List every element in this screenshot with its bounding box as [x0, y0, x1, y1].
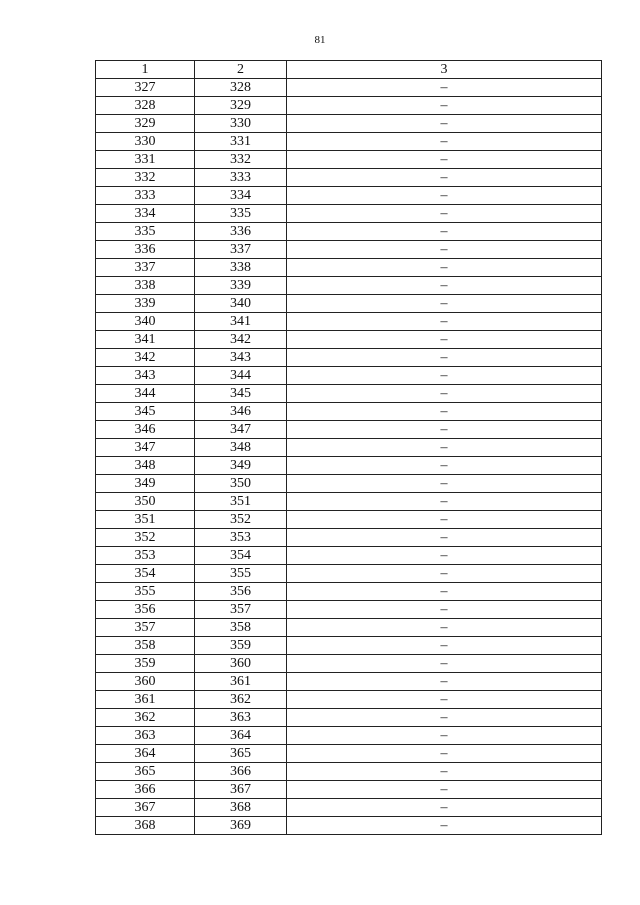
table-row: [96, 547, 602, 565]
table-row: [96, 817, 602, 835]
table-row: [96, 583, 602, 601]
table-row: [96, 331, 602, 349]
table-cell-col-3: –: [287, 241, 602, 259]
table-header-row: [96, 61, 602, 79]
table-cell-col-3: –: [287, 583, 602, 601]
table-row: [96, 205, 602, 223]
table-cell-col-3: –: [287, 151, 602, 169]
table-cell-col-2: 330: [195, 115, 287, 133]
table-cell-col-1: 335: [96, 223, 195, 241]
table-cell-col-2: 343: [195, 349, 287, 367]
column-header-2: 2: [195, 61, 287, 79]
table-cell-col-3: –: [287, 349, 602, 367]
table-cell-col-3: –: [287, 457, 602, 475]
table-cell-col-3: –: [287, 223, 602, 241]
table-cell-col-1: 366: [96, 781, 195, 799]
table-row: [96, 169, 602, 187]
table-row: [96, 493, 602, 511]
table-cell-col-1: 352: [96, 529, 195, 547]
table-cell-col-1: 340: [96, 313, 195, 331]
table-cell-col-1: 368: [96, 817, 195, 835]
data-table: [95, 60, 602, 835]
table-cell-col-1: 354: [96, 565, 195, 583]
table-cell-col-3: –: [287, 655, 602, 673]
table-row: [96, 601, 602, 619]
table-cell-col-2: 355: [195, 565, 287, 583]
table-cell-col-1: 336: [96, 241, 195, 259]
table-cell-col-2: 364: [195, 727, 287, 745]
table-cell-col-1: 353: [96, 547, 195, 565]
table-row: [96, 313, 602, 331]
table-cell-col-1: 338: [96, 277, 195, 295]
table-cell-col-3: –: [287, 817, 602, 835]
table-row: [96, 403, 602, 421]
table-row: [96, 421, 602, 439]
table-cell-col-1: 357: [96, 619, 195, 637]
table-row: [96, 79, 602, 97]
table-row: [96, 691, 602, 709]
table-cell-col-2: 365: [195, 745, 287, 763]
table-cell-col-1: 327: [96, 79, 195, 97]
table-cell-col-1: 348: [96, 457, 195, 475]
table-cell-col-2: 368: [195, 799, 287, 817]
table-cell-col-2: 369: [195, 817, 287, 835]
table-cell-col-2: 329: [195, 97, 287, 115]
table-cell-col-1: 361: [96, 691, 195, 709]
table-row: [96, 655, 602, 673]
table-cell-col-3: –: [287, 385, 602, 403]
table-cell-col-3: –: [287, 709, 602, 727]
table-cell-col-3: –: [287, 745, 602, 763]
table-row: [96, 457, 602, 475]
table-cell-col-1: 367: [96, 799, 195, 817]
table-cell-col-2: 352: [195, 511, 287, 529]
table-cell-col-3: –: [287, 565, 602, 583]
table-cell-col-2: 360: [195, 655, 287, 673]
table-cell-col-1: 363: [96, 727, 195, 745]
table-cell-col-1: 334: [96, 205, 195, 223]
table-cell-col-3: –: [287, 313, 602, 331]
table-cell-col-3: –: [287, 511, 602, 529]
table-cell-col-1: 362: [96, 709, 195, 727]
table-cell-col-2: 349: [195, 457, 287, 475]
table-cell-col-1: 350: [96, 493, 195, 511]
table-row: [96, 277, 602, 295]
table-cell-col-2: 337: [195, 241, 287, 259]
table-cell-col-2: 362: [195, 691, 287, 709]
table-cell-col-1: 364: [96, 745, 195, 763]
table-cell-col-3: –: [287, 331, 602, 349]
table-cell-col-3: –: [287, 439, 602, 457]
table-cell-col-2: 357: [195, 601, 287, 619]
table-body: [96, 79, 602, 835]
table-cell-col-3: –: [287, 421, 602, 439]
table-cell-col-3: –: [287, 277, 602, 295]
table-row: [96, 349, 602, 367]
table-cell-col-2: 347: [195, 421, 287, 439]
table-cell-col-3: –: [287, 493, 602, 511]
table-row: [96, 115, 602, 133]
table-row: [96, 799, 602, 817]
table-cell-col-2: 351: [195, 493, 287, 511]
table-cell-col-2: 363: [195, 709, 287, 727]
table-cell-col-1: 345: [96, 403, 195, 421]
table-cell-col-2: 332: [195, 151, 287, 169]
table-row: [96, 367, 602, 385]
table-cell-col-1: 347: [96, 439, 195, 457]
table-cell-col-2: 328: [195, 79, 287, 97]
table-cell-col-3: –: [287, 727, 602, 745]
table-cell-col-3: –: [287, 673, 602, 691]
table-row: [96, 241, 602, 259]
table-row: [96, 781, 602, 799]
table-row: [96, 295, 602, 313]
table-cell-col-2: 361: [195, 673, 287, 691]
table-cell-col-2: 359: [195, 637, 287, 655]
table-cell-col-1: 349: [96, 475, 195, 493]
table-row: [96, 709, 602, 727]
table-cell-col-1: 365: [96, 763, 195, 781]
table-cell-col-2: 353: [195, 529, 287, 547]
table-cell-col-1: 346: [96, 421, 195, 439]
table-cell-col-1: 328: [96, 97, 195, 115]
table-row: [96, 565, 602, 583]
table-cell-col-2: 336: [195, 223, 287, 241]
table-row: [96, 259, 602, 277]
table-row: [96, 97, 602, 115]
table-cell-col-1: 332: [96, 169, 195, 187]
table-cell-col-3: –: [287, 79, 602, 97]
table-row: [96, 619, 602, 637]
table-cell-col-2: 333: [195, 169, 287, 187]
table-cell-col-3: –: [287, 169, 602, 187]
table-cell-col-2: 334: [195, 187, 287, 205]
table-row: [96, 727, 602, 745]
table-cell-col-1: 343: [96, 367, 195, 385]
table-cell-col-3: –: [287, 763, 602, 781]
table-cell-col-2: 350: [195, 475, 287, 493]
table-cell-col-3: –: [287, 529, 602, 547]
table-cell-col-2: 346: [195, 403, 287, 421]
table-cell-col-3: –: [287, 781, 602, 799]
table-cell-col-3: –: [287, 133, 602, 151]
table-row: [96, 151, 602, 169]
table-cell-col-2: 348: [195, 439, 287, 457]
table-cell-col-1: 339: [96, 295, 195, 313]
table-cell-col-2: 340: [195, 295, 287, 313]
table-cell-col-1: 333: [96, 187, 195, 205]
table-cell-col-3: –: [287, 295, 602, 313]
table-cell-col-2: 366: [195, 763, 287, 781]
table-cell-col-1: 341: [96, 331, 195, 349]
table-cell-col-2: 356: [195, 583, 287, 601]
table-cell-col-3: –: [287, 403, 602, 421]
table-cell-col-1: 360: [96, 673, 195, 691]
table-row: [96, 439, 602, 457]
table-cell-col-2: 354: [195, 547, 287, 565]
table-cell-col-3: –: [287, 187, 602, 205]
table-cell-col-2: 335: [195, 205, 287, 223]
table-cell-col-2: 339: [195, 277, 287, 295]
table-cell-col-1: 331: [96, 151, 195, 169]
table-row: [96, 223, 602, 241]
table-cell-col-3: –: [287, 691, 602, 709]
table-row: [96, 763, 602, 781]
table-cell-col-1: 359: [96, 655, 195, 673]
table-row: [96, 673, 602, 691]
column-header-3: 3: [287, 61, 602, 79]
table-row: [96, 637, 602, 655]
table-cell-col-3: –: [287, 475, 602, 493]
column-header-1: 1: [96, 61, 195, 79]
table-cell-col-1: 329: [96, 115, 195, 133]
table-cell-col-3: –: [287, 619, 602, 637]
table-cell-col-1: 356: [96, 601, 195, 619]
table-cell-col-3: –: [287, 367, 602, 385]
table-cell-col-2: 358: [195, 619, 287, 637]
table-cell-col-1: 355: [96, 583, 195, 601]
table-cell-col-3: –: [287, 799, 602, 817]
table-cell-col-1: 342: [96, 349, 195, 367]
table-cell-col-3: –: [287, 547, 602, 565]
table-cell-col-3: –: [287, 115, 602, 133]
table-cell-col-2: 342: [195, 331, 287, 349]
table-row: [96, 133, 602, 151]
table-cell-col-3: –: [287, 601, 602, 619]
table-cell-col-3: –: [287, 97, 602, 115]
table-cell-col-2: 341: [195, 313, 287, 331]
table-row: [96, 529, 602, 547]
table-cell-col-3: –: [287, 205, 602, 223]
table-cell-col-3: –: [287, 637, 602, 655]
page-number: 81: [314, 34, 326, 46]
table-cell-col-1: 344: [96, 385, 195, 403]
table-cell-col-2: 367: [195, 781, 287, 799]
table-cell-col-2: 331: [195, 133, 287, 151]
table-cell-col-3: –: [287, 259, 602, 277]
table-cell-col-2: 344: [195, 367, 287, 385]
table-row: [96, 511, 602, 529]
table-row: [96, 187, 602, 205]
table-row: [96, 385, 602, 403]
table-row: [96, 745, 602, 763]
table-cell-col-1: 330: [96, 133, 195, 151]
table-cell-col-1: 351: [96, 511, 195, 529]
table-cell-col-1: 337: [96, 259, 195, 277]
table-cell-col-2: 338: [195, 259, 287, 277]
table-cell-col-2: 345: [195, 385, 287, 403]
table-cell-col-1: 358: [96, 637, 195, 655]
table-row: [96, 475, 602, 493]
